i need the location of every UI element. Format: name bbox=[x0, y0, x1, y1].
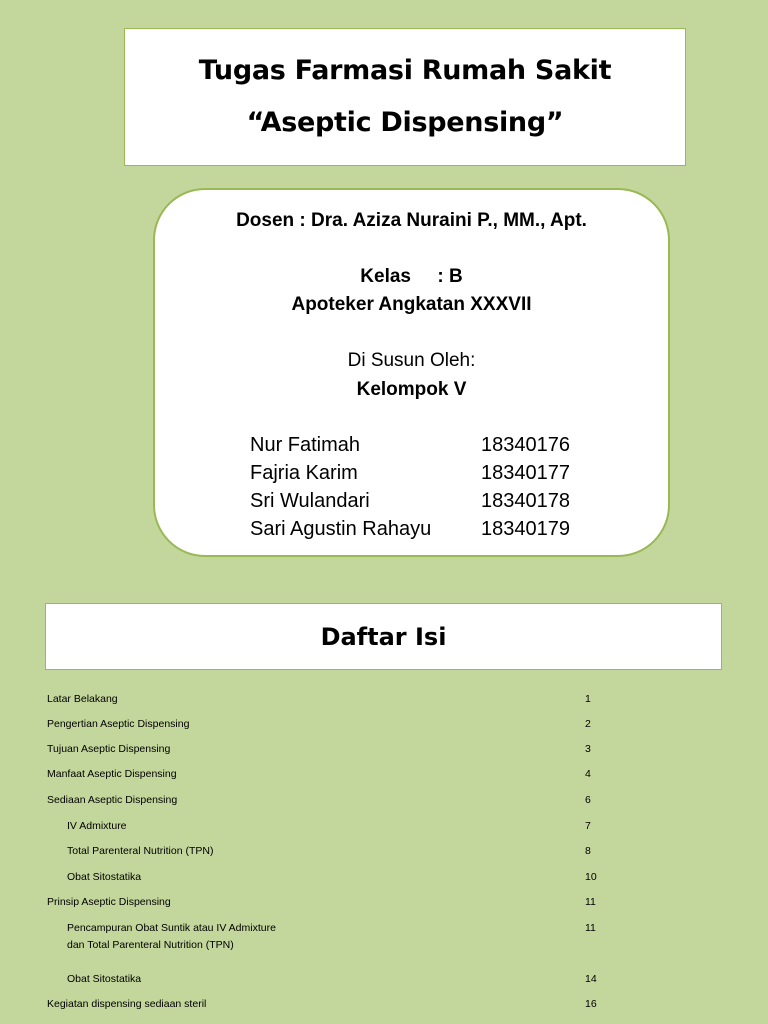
lecturer-line: Dosen : Dra. Aziza Nuraini P., MM., Apt. bbox=[236, 210, 587, 231]
toc-item-label: Sediaan Aseptic Dispensing bbox=[47, 794, 178, 806]
member-nim: 18340179 bbox=[481, 518, 570, 540]
toc-item-page: 4 bbox=[585, 768, 591, 780]
member-name: Nur Fatimah bbox=[250, 434, 361, 456]
toc-item-page: 7 bbox=[585, 820, 591, 832]
toc-item-page: 11 bbox=[585, 896, 596, 908]
toc-item-page: 1 bbox=[585, 693, 591, 705]
toc-item-label: Kegiatan dispensing sediaan steril bbox=[47, 998, 207, 1010]
toc-subitem-label: Pencampuran Obat Suntik atau IV Admixture bbox=[67, 922, 276, 934]
toc-item-label: Pengertian Aseptic Dispensing bbox=[47, 718, 190, 730]
toc-item-page: 3 bbox=[585, 743, 591, 755]
class-line: Kelas : B bbox=[360, 266, 463, 287]
toc-header bbox=[45, 603, 722, 670]
toc-item-label: Manfaat Aseptic Dispensing bbox=[47, 768, 177, 780]
member-nim: 18340176 bbox=[481, 434, 570, 456]
toc-item-page: 2 bbox=[585, 718, 591, 730]
toc-item-page: 14 bbox=[585, 973, 597, 985]
document-title: Tugas Farmasi Rumah Sakit bbox=[198, 55, 612, 86]
toc-item-label: Prinsip Aseptic Dispensing bbox=[47, 896, 171, 908]
toc-item-page: 10 bbox=[585, 871, 597, 883]
toc-subitem-label: IV Admixture bbox=[67, 820, 127, 832]
toc-subitem-label: Total Parenteral Nutrition (TPN) bbox=[67, 845, 214, 857]
member-nim: 18340177 bbox=[481, 462, 570, 484]
member-name: Sari Agustin Rahayu bbox=[250, 518, 432, 540]
toc-subitem-label: Obat Sitostatika bbox=[67, 973, 142, 985]
toc-item-label: Tujuan Aseptic Dispensing bbox=[47, 743, 171, 755]
toc-item-page: 8 bbox=[585, 845, 591, 857]
toc-title: Daftar Isi bbox=[320, 622, 447, 651]
batch-line: Apoteker Angkatan XXXVII bbox=[291, 294, 532, 315]
member-name: Fajria Karim bbox=[250, 462, 358, 484]
toc-subitem-label-continued: dan Total Parenteral Nutrition (TPN) bbox=[67, 939, 234, 951]
toc-item-page: 6 bbox=[585, 794, 591, 806]
document-subtitle: “Aseptic Dispensing” bbox=[246, 107, 564, 138]
info-card bbox=[153, 188, 670, 557]
group-line: Kelompok V bbox=[356, 379, 467, 400]
member-name: Sri Wulandari bbox=[250, 490, 370, 512]
toc-item-page: 16 bbox=[585, 998, 597, 1010]
title-box bbox=[124, 28, 686, 166]
toc-item-label: Latar Belakang bbox=[47, 693, 118, 705]
toc-subitem-label: Obat Sitostatika bbox=[67, 871, 142, 883]
compiled-by-line: Di Susun Oleh: bbox=[347, 350, 476, 371]
member-nim: 18340178 bbox=[481, 490, 570, 512]
toc-item-page: 11 bbox=[585, 922, 596, 934]
